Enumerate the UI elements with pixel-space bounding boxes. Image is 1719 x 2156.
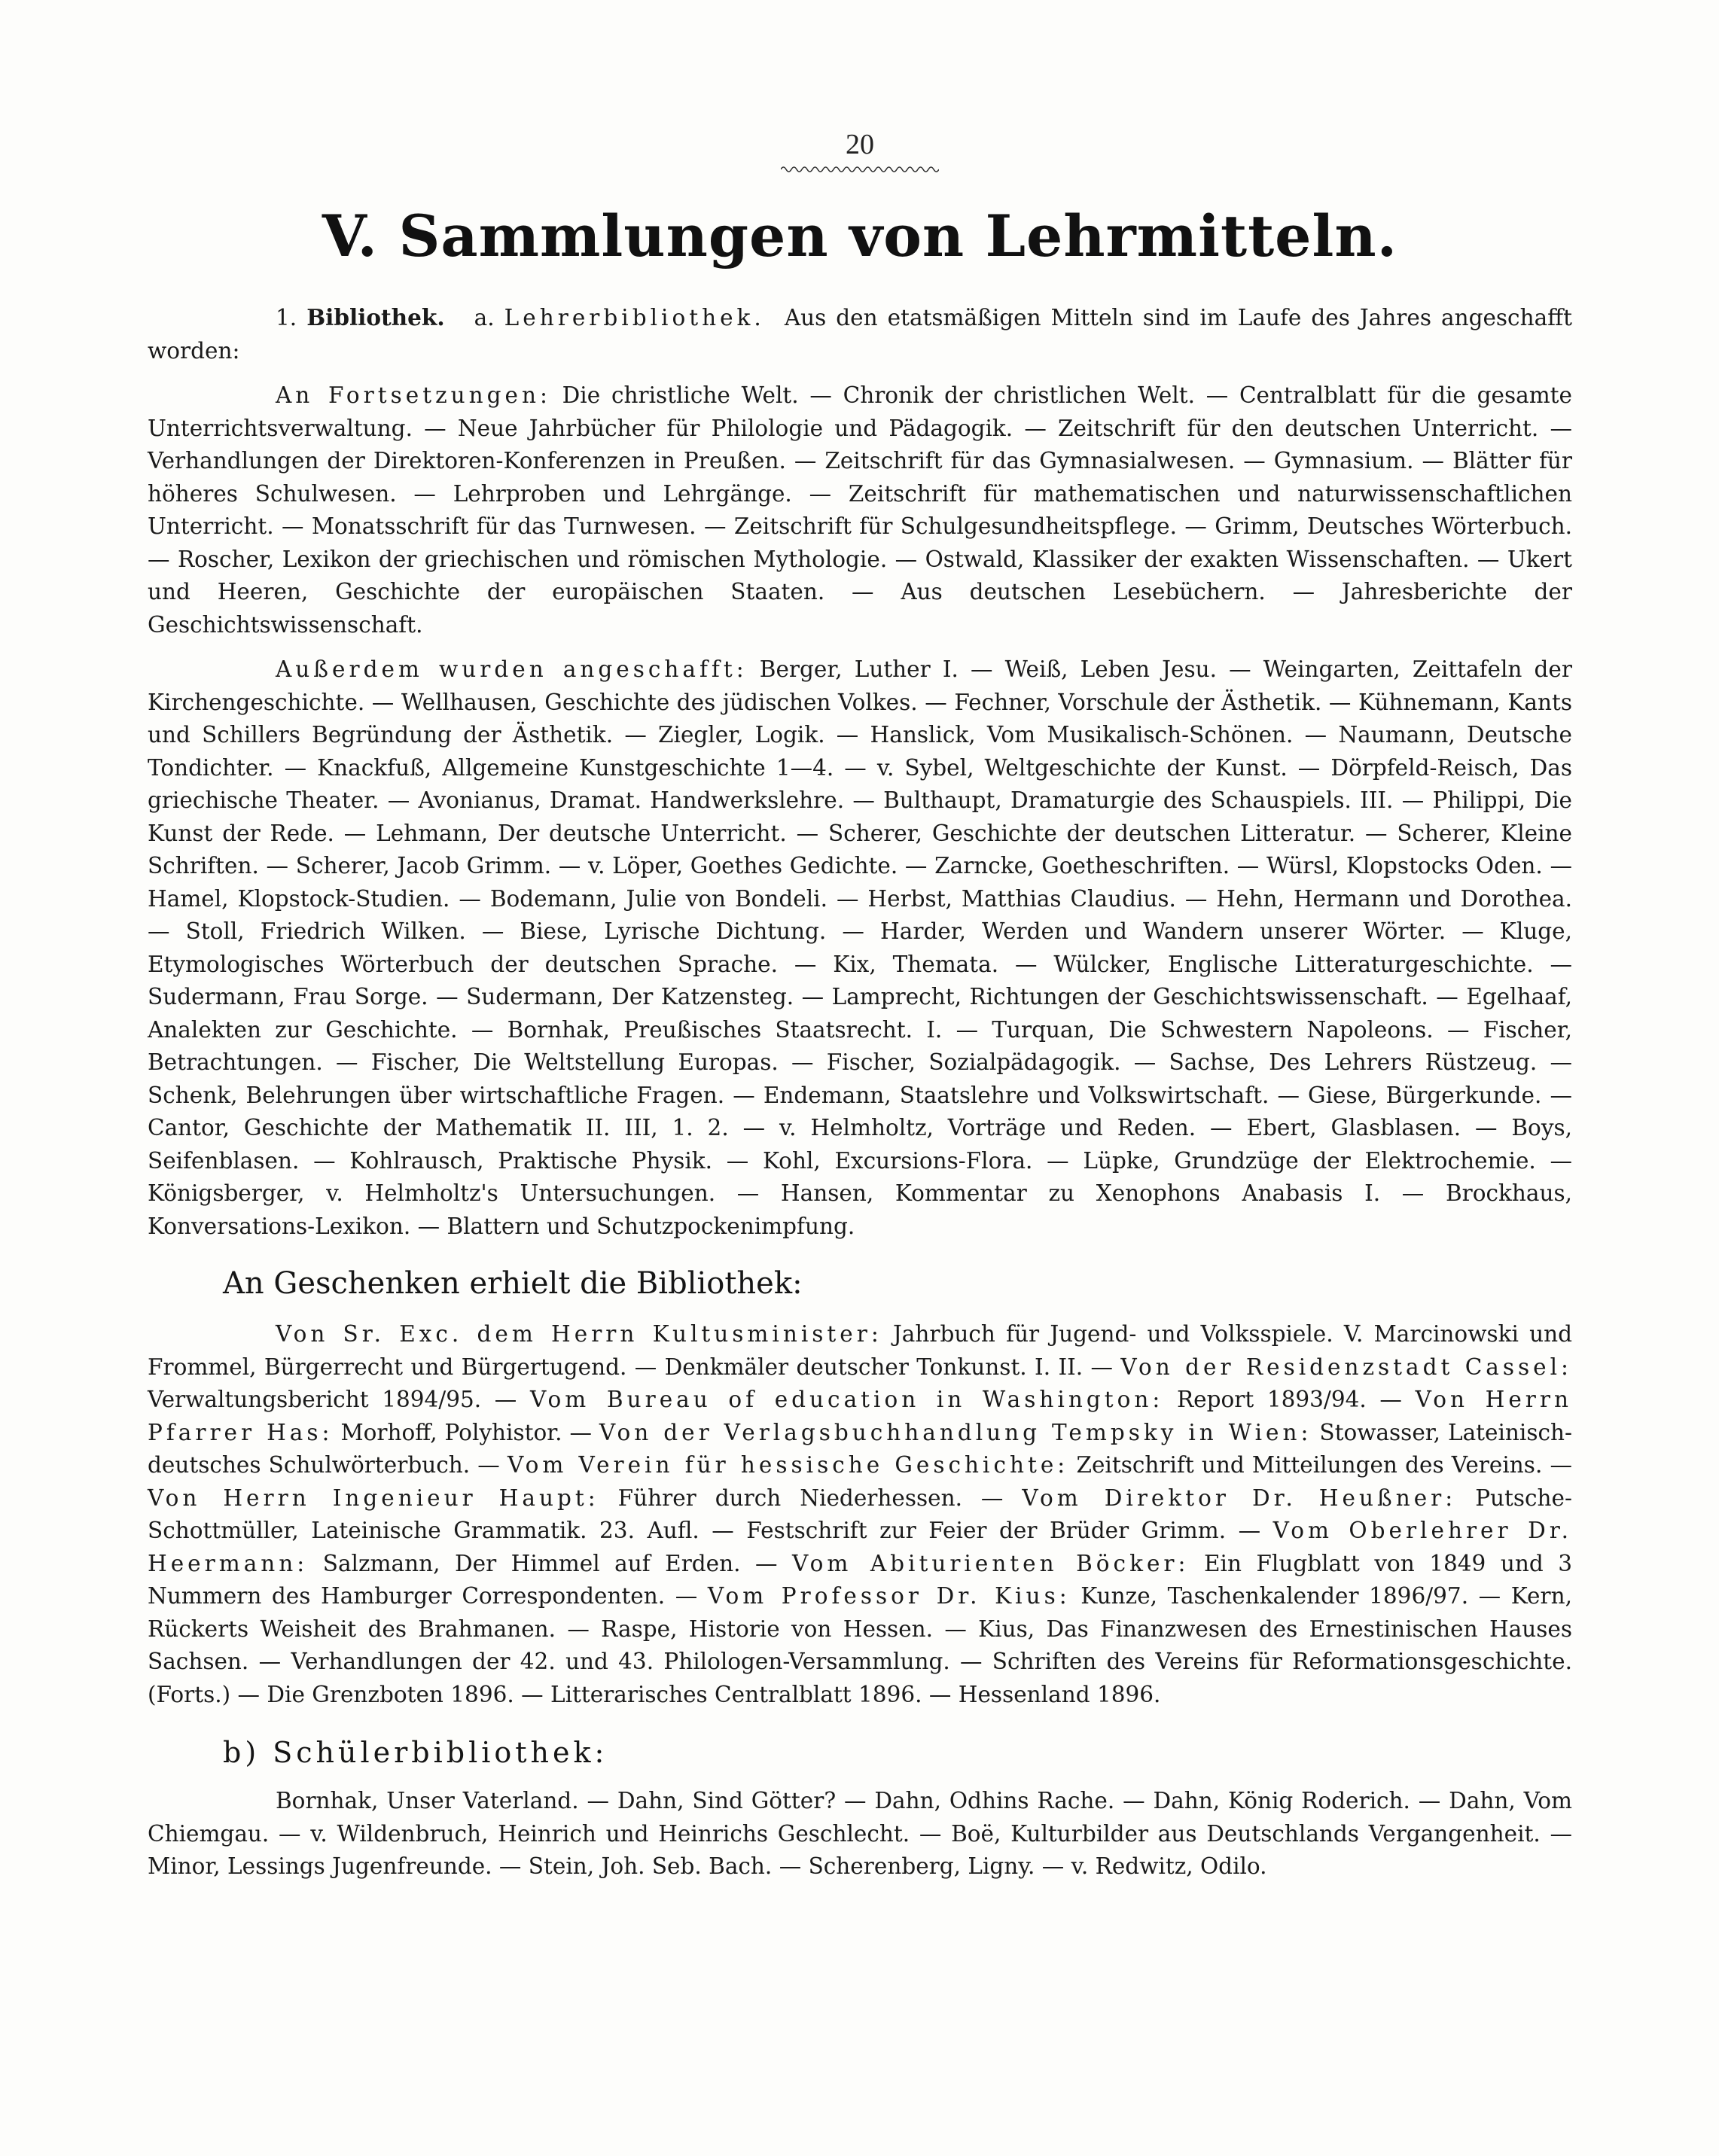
gift-tempsky: Stowasser, Lateinisch-deutsches Schulwörterbuch. — (148, 1419, 1572, 1478)
wavy-rule-ornament (781, 164, 939, 175)
angeschafft-text: Berger, Luther I. — Weiß, Leben Jesu. — Weingarten, Zeittafeln der Kirchengeschichte. — Wellhausen, Geschichte des jüdischen Volkes. — Fechner, Vorschule der Ästhetik. — Kühnemann, Kants und Schillers Begründung der Ästhetik. — Ziegler, Logik. — Hanslick, Vom Musikalisch-Schönen. — Naumann, Deutsche Tondichter. — Knackfuß, Allgemeine Kunstgeschichte 1—4. — v. Sybel, Weltgeschichte der Kunst. — Dörpfeld-Reisch, Das griechische Theater. — Avonianus, Dramat. Handwerkslehre. — Bulthaupt, Dramaturgie des Schauspiels. III. — Philippi, Die Kunst der Rede. — Lehmann, Der deutsche Unterricht. — Scherer, Geschichte der deutschen Litteratur. — Scherer, Kleine Schriften. — Scherer, Jacob Grimm. — v. Löper, Goethes Gedichte. — Zarncke, Goetheschriften. — Würsl, Klopstocks Oden. — Hamel, Klopstock-Studien. — Bodemann, Julie von Bondeli. — Herbst, Matthias Claudius. — Hehn, Hermann und Dorothea. — Stoll, Friedrich Wilken. — Biese, Lyrische Dichtung. — Harder, Werden und Wandern unserer Wörter. — Kluge, Etymologisches Wörterbuch der deutschen Sprache. — Kix, Themata. — Wülcker, Englische Litteraturgeschichte. — Sudermann, Frau Sorge. — Sudermann, Der Katzensteg. — Lamprecht, Richtungen der Geschichtswissenschaft. — Egelhaaf, Analekten zur Geschichte. — Bornhak, Preußisches Staatsrecht. I. — Turquan, Die Schwestern Napoleons. — Fischer, Betrachtungen. — Fischer, Die Weltstellung Europas. — Fischer, Sozialpädagogik. — Sachse, Des Lehrers Rüstzeug. — Schenk, Belehrungen über wirtschaftliche Fragen. — Endemann, Staatslehre und Volkswirtschaft. — Giese, Bürgerkunde. — Cantor, Geschichte der Mathematik II. III, 1. 2. — v. Helmholtz, Vorträge und Reden. — Ebert, Glasblasen. — Boys, Seifenblasen. — Kohlrausch, Praktische Physik. — Kohl, Excursions-Flora. — Lüpke, Grundzüge der Elektrochemie. — Königsberger, v. Helmholtz's Untersuchungen. — Hansen, Kommentar zu Xenophons Anabasis I. — Brockhaus, Konversations-Lexikon. — Blattern und Schutzpockenimpfung. (148, 656, 1572, 1239)
fortsetzungen-text: Die christliche Welt. — Chronik der christlichen Welt. — Centralblatt für die gesamte Unterrichtsverwaltung. — Neue Jahrbücher für Philologie und Pädagogik. — Zeitschrift für den deutschen Unterricht. — Verhandlungen der Direktoren-Konferenzen in Preußen. — Zeitschrift für das Gymnasialwesen. — Gymnasium. — Blätter für höheres Schulwesen. — Lehrproben und Lehrgänge. — Zeitschrift für mathematischen und naturwissenschaftlichen Unterricht. — Monatsschrift für das Turnwesen. — Zeitschrift für Schulgesundheitspflege. — Grimm, Deutsches Wörterbuch. — Roscher, Lexikon der griechischen und römischen Mythologie. — Ostwald, Klassiker der exakten Wissenschaften. — Ukert und Heeren, Geschichte der europäischen Staaten. — Aus deutschen Lesebüchern. — Jahresberichte der Geschichtswissenschaft. (148, 382, 1572, 638)
donor-cassel: Von der Residenzstadt Cassel: (1120, 1354, 1572, 1380)
donor-haupt: Von Herrn Ingenieur Haupt: (148, 1485, 599, 1511)
schuelerbibliothek-heading: b) Schülerbibliothek: (223, 1736, 608, 1769)
angeschafft-paragraph (148, 653, 1572, 1243)
donor-tempsky: Von der Verlagsbuchhandlung Tempsky in Wien: (599, 1419, 1312, 1445)
donor-boecker: Vom Abiturienten Böcker: (792, 1550, 1190, 1576)
geschenke-heading: An Geschenken erhielt die Bibliothek: (223, 1266, 803, 1301)
lehrerbibliothek-label: Lehrerbibliothek. (504, 305, 765, 330)
gift-washington: Report 1893/94. — (1176, 1387, 1402, 1412)
page-number: 20 (846, 129, 874, 160)
gift-heermann: Salzmann, Der Himmel auf Erden. — (322, 1550, 778, 1576)
page-content (148, 128, 1572, 1883)
section-title: V. Sammlungen von Lehrmitteln. (322, 203, 1398, 270)
schuelerbibliothek-paragraph: Bornhak, Unser Vaterland. — Dahn, Sind Götter? — Dahn, Odhins Rache. — Dahn, König Roderich. — Dahn, Vom Chiemgau. — v. Wildenbruch, Heinrich und Heinrichs Geschlecht. — Boë, Kulturbilder aus Deutschlands Vergangenheit. — Minor, Lessings Jugenfreunde. — Stein, Joh. Seb. Bach. — Scherenberg, Ligny. — v. Redwitz, Odilo. (148, 1788, 1572, 1879)
donor-washington: Vom Bureau of education in Washington: (529, 1387, 1164, 1412)
donor-kius: Vom Professor Dr. Kius: (707, 1583, 1071, 1609)
section-number: 1. (276, 305, 297, 330)
geschenke-paragraph (148, 1318, 1572, 1711)
intro-text: Aus den etatsmäßigen Mitteln sind im Laufe des Jahres angeschafft worden: (148, 305, 1572, 364)
bibliothek-label: Bibliothek. (306, 304, 445, 330)
gift-kultusminister: Jahrbuch für Jugend- und Volksspiele. V. Marcinowski und Frommel, Bürgerrecht und Bürgertugend. — Denkmäler deutscher Tonkunst. I. II. — (148, 1321, 1572, 1380)
gift-cassel: Verwaltungsbericht 1894/95. — (148, 1387, 517, 1412)
donor-heussner: Vom Direktor Dr. Heußner: (1022, 1485, 1457, 1511)
library-intro-paragraph (148, 301, 1572, 367)
angeschafft-label: Außerdem wurden angeschafft: (276, 656, 748, 682)
subsection-letter: a. (474, 305, 495, 330)
gift-heussner: Putsche-Schottmüller, Lateinische Grammatik. 23. Aufl. — Festschrift zur Feier der Brüder Grimm. — (148, 1485, 1572, 1543)
gift-kius: Kunze, Taschenkalender 1896/97. — Kern, Rückerts Weisheit des Brahmanen. — Raspe, Historie von Hessen. — Kius, Das Finanzwesen des Ernestinischen Hauses Sachsen. — Verhandlungen der 42. und 43. Philologen-Versammlung. — Schriften des Vereins für Reformationsgeschichte. (Forts.) — Die Grenzboten 1896. — Litterarisches Centralblatt 1896. — Hessenland 1896. (148, 1583, 1572, 1707)
gift-has: Morhoff, Polyhistor. — (340, 1419, 592, 1445)
donor-heermann: Vom Oberlehrer Dr. Heermann: (148, 1518, 1572, 1576)
gift-haupt: Führer durch Niederhessen. — (617, 1485, 1004, 1511)
fortsetzungen-paragraph (148, 379, 1572, 641)
donor-has: Von Herrn Pfarrer Has: (148, 1387, 1572, 1445)
gift-boecker: Ein Flugblatt von 1849 und 3 Nummern des Hamburger Correspondenten. — (148, 1550, 1572, 1609)
donor-kultusminister: Von Sr. Exc. dem Herrn Kultusminister: (276, 1321, 882, 1347)
donor-verein: Vom Verein für hessische Geschichte: (507, 1452, 1069, 1478)
fortsetzungen-label: An Fortsetzungen: (276, 382, 551, 408)
gift-verein: Zeitschrift und Mitteilungen des Vereins. — (1076, 1452, 1572, 1478)
